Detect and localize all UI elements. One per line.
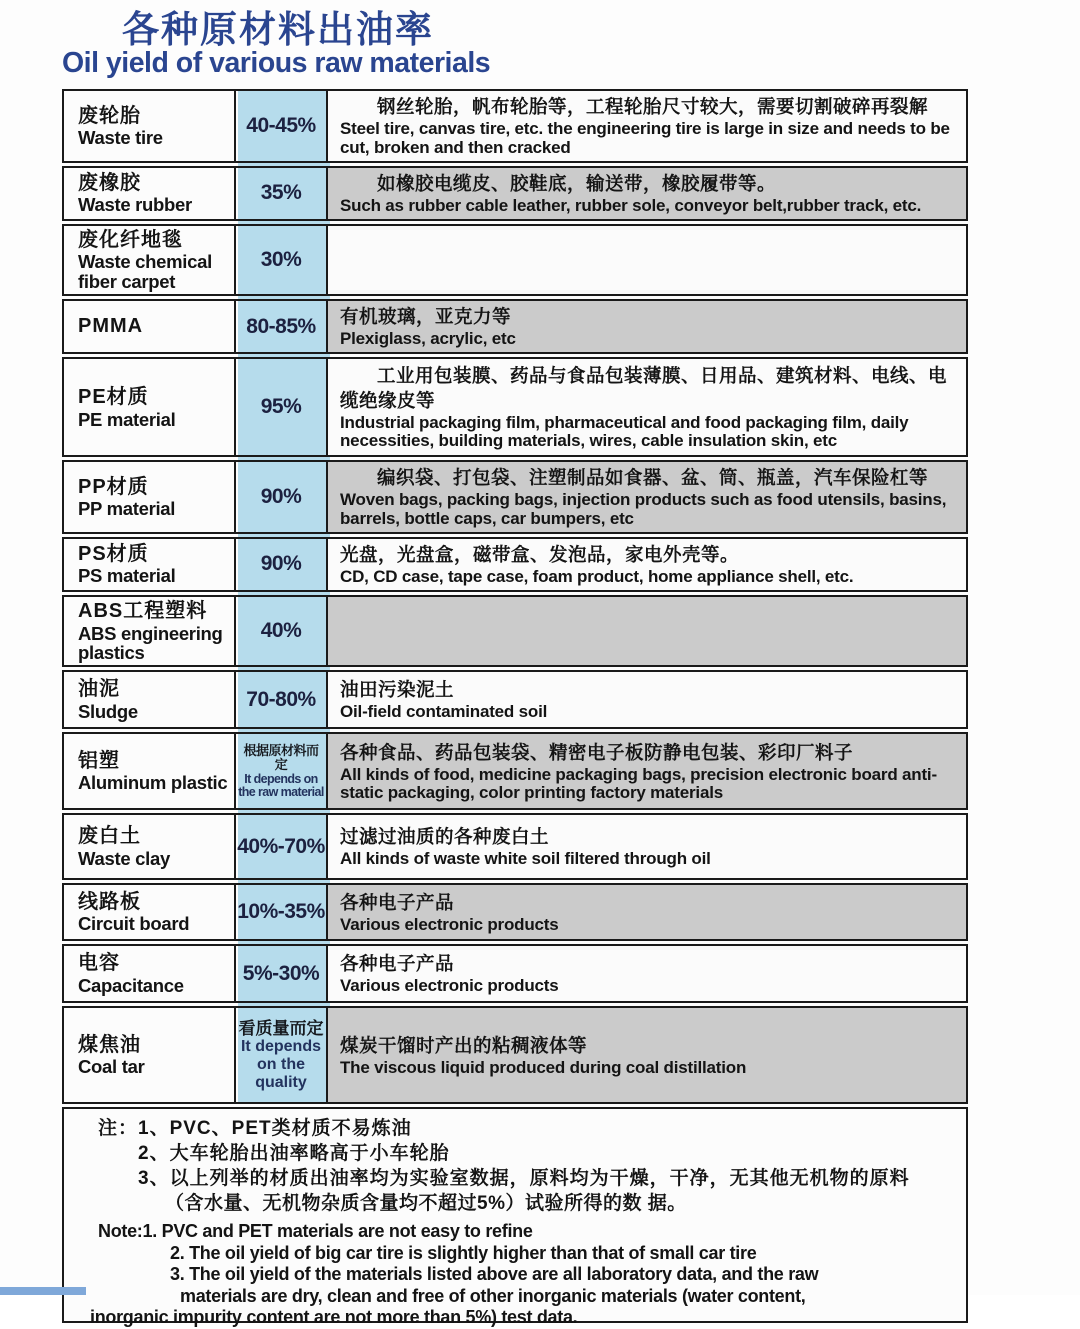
table-row-circuit-board	[62, 883, 968, 941]
yield-value: 95%	[260, 395, 302, 419]
description-cell	[328, 539, 966, 590]
description-en: CD, CD case, tape case, foam product, home appliance shell, etc.	[340, 566, 854, 586]
yield-cell	[236, 359, 328, 455]
material-name-zh: 废化纤地毯	[78, 228, 183, 251]
material-cell	[64, 91, 236, 160]
material-name-en: Waste tire	[78, 127, 163, 149]
description-en: Various electronic products	[340, 914, 559, 934]
description-cell	[328, 301, 966, 352]
material-name-en: Waste rubber	[78, 194, 192, 216]
description-zh: 煤炭干馏时产出的粘稠液体等	[340, 1034, 588, 1056]
material-cell	[64, 946, 236, 1001]
note-zh-line: 3、以上列举的材质出油率均为实验室数据，原料均为干燥，干净，无其他无机物的原料	[138, 1168, 910, 1190]
material-cell	[64, 672, 236, 727]
material-cell	[64, 815, 236, 878]
material-name-en: ABS engineering plastics	[78, 622, 223, 663]
yield-value: 40%-70%	[237, 834, 325, 858]
yield-note-en: It depends on the quality	[240, 1038, 321, 1091]
note-en-line: materials are dry, clean and free of other inorganic materials (water content,	[180, 1285, 806, 1306]
yield-cell	[236, 462, 328, 531]
yield-cell	[236, 539, 328, 590]
material-cell	[64, 885, 236, 939]
description-en: Industrial packaging film, pharmaceutical and food packaging film, daily necessities, building materials, wires, cable insulation skin, etc	[340, 413, 909, 451]
notes-en	[90, 1221, 948, 1329]
yield-cell	[236, 885, 328, 939]
yield-cell	[236, 1008, 328, 1102]
table-row-pe-material	[62, 357, 968, 457]
page-title-zh: 各种原材料出油率	[122, 9, 434, 50]
description-cell	[328, 462, 966, 531]
yield-value: 70-80%	[246, 687, 316, 711]
material-name-en: Waste chemical fiber carpet	[78, 251, 212, 292]
yield-cell	[236, 946, 328, 1001]
yield-value: 90%	[260, 485, 302, 509]
material-name-zh: 油泥	[78, 678, 120, 701]
description-cell	[328, 91, 966, 160]
description-en: Oil-field contaminated soil	[340, 702, 548, 722]
material-name-zh: PS材质	[78, 542, 149, 565]
description-cell	[328, 885, 966, 939]
notes-zh	[98, 1116, 948, 1216]
material-cell	[64, 359, 236, 455]
yield-value: 35%	[260, 181, 302, 205]
material-cell	[64, 597, 236, 665]
material-cell	[64, 168, 236, 219]
material-cell	[64, 462, 236, 531]
table-row-waste-tire	[62, 89, 968, 162]
description-zh: 编织袋、打包袋、注塑制品如食器、盆、筒、瓶盖，汽车保险杠等	[377, 467, 929, 489]
yield-cell	[236, 815, 328, 878]
note-en-line: 2. The oil yield of big car tire is slightly higher than that of small car tire	[170, 1242, 757, 1263]
note-en-line: inorganic impurity content are not more than 5%) test data.	[90, 1307, 578, 1328]
notes-zh-label: 注：	[98, 1118, 139, 1140]
description-zh: 各种食品、药品包装袋、精密电子板防静电包装、彩印厂料子	[340, 741, 854, 763]
notes-zh-lines	[138, 1116, 910, 1216]
table-row-coal-tar	[62, 1006, 968, 1104]
table-row-waste-chemical-fiber-carpet	[62, 224, 968, 296]
description-cell	[328, 597, 966, 665]
material-name-zh: 废白土	[78, 825, 141, 848]
material-name-en: Capacitance	[78, 974, 184, 996]
description-en: Woven bags, packing bags, injection products such as food utensils, basins, barrels, bottle caps, car bumpers, etc	[340, 490, 947, 528]
description-zh: 各种电子产品	[340, 953, 455, 975]
table-row-aluminum-plastic	[62, 732, 968, 810]
note-en-line: 3. The oil yield of the materials listed above are all laboratory data, and the raw	[170, 1264, 819, 1285]
table-row-waste-clay	[62, 813, 968, 880]
description-cell	[328, 168, 966, 219]
material-cell	[64, 226, 236, 294]
page-header	[0, 0, 1080, 80]
table-row-sludge	[62, 670, 968, 729]
table-row-waste-rubber	[62, 166, 968, 221]
material-name-zh: 线路板	[78, 890, 141, 913]
notes-en-label: Note:	[98, 1221, 143, 1242]
description-zh: 如橡胶电缆皮、胶鞋底，输送带，橡胶履带等。	[377, 172, 777, 194]
description-zh: 光盘，光盘盒，磁带盒、发泡品，家电外壳等。	[340, 543, 740, 565]
yield-cell	[236, 597, 328, 665]
description-cell	[328, 815, 966, 878]
description-cell	[328, 672, 966, 727]
description-cell	[328, 226, 966, 294]
yield-note-zh: 看质量而定	[238, 1018, 324, 1038]
yield-cell	[236, 301, 328, 352]
material-name-zh: 煤焦油	[78, 1033, 141, 1056]
material-name-en: Sludge	[78, 700, 138, 722]
material-name-zh: 废橡胶	[78, 171, 141, 194]
material-name-zh: PE材质	[78, 385, 149, 408]
description-cell	[328, 946, 966, 1001]
material-cell	[64, 734, 236, 808]
description-cell	[328, 359, 966, 455]
material-name-en: Circuit board	[78, 913, 190, 935]
description-zh: 各种电子产品	[340, 891, 455, 913]
table-row-capacitance	[62, 944, 968, 1003]
material-name-en: Coal tar	[78, 1056, 145, 1078]
yield-value: 10%-35%	[237, 900, 325, 924]
yield-cell	[236, 168, 328, 219]
material-name-en: PS material	[78, 565, 176, 587]
material-name-en: PE material	[78, 408, 176, 430]
description-en: The viscous liquid produced during coal distillation	[340, 1057, 747, 1077]
material-name-zh: 电容	[78, 952, 120, 975]
yield-cell	[236, 226, 328, 294]
yield-value: 40%	[260, 619, 302, 643]
material-name-zh: PP材质	[78, 475, 149, 498]
material-name-zh: ABS工程塑料	[78, 599, 208, 622]
table-row-pmma	[62, 299, 968, 354]
table-row-pp-material	[62, 460, 968, 533]
material-name-zh: 废轮胎	[78, 104, 141, 127]
description-en: Such as rubber cable leather, rubber sole, conveyor belt,rubber track, etc.	[340, 195, 922, 215]
material-name-en: PP material	[78, 498, 176, 520]
yield-value: 40-45%	[246, 114, 316, 138]
yield-cell	[236, 672, 328, 727]
note-zh-line: 1、PVC、PET类材质不易炼油	[138, 1118, 412, 1140]
yield-note-zh: 根据原材料而定	[243, 742, 319, 773]
description-zh: 钢丝轮胎，帆布轮胎等，工程轮胎尺寸较大，需要切割破碎再裂解	[377, 96, 929, 118]
material-cell	[64, 301, 236, 352]
description-en: All kinds of food, medicine packaging bags, precision electronic board anti-static packaging, color printing factory materials	[340, 764, 937, 802]
yield-value: 5%-30%	[242, 961, 320, 985]
material-cell	[64, 539, 236, 590]
yield-value: 80-85%	[246, 314, 316, 338]
yield-value: 30%	[260, 248, 302, 272]
page-title-en: Oil yield of various raw materials	[62, 47, 491, 80]
description-en: All kinds of waste white soil filtered through oil	[340, 849, 711, 869]
notes-box	[62, 1107, 968, 1328]
note-zh-line: （含水量、无机物杂质含量均不超过5%）试验所得的数 据。	[165, 1193, 687, 1215]
description-zh: 有机玻璃，亚克力等	[340, 306, 512, 328]
material-name-zh: PMMA	[78, 315, 144, 338]
description-zh: 过滤过油质的各种废白土	[340, 826, 550, 848]
description-zh: 油田污染泥土	[340, 679, 455, 701]
description-cell	[328, 1008, 966, 1102]
oil-yield-table	[62, 89, 968, 1104]
yield-value: 90%	[260, 552, 302, 576]
table-row-abs-engineering-plastics	[62, 595, 968, 667]
yield-cell	[236, 734, 328, 808]
note-zh-line: 2、大车轮胎出油率略高于小车轮胎	[138, 1143, 450, 1165]
description-cell	[328, 734, 966, 808]
table-row-ps-material	[62, 537, 968, 592]
yield-cell	[236, 91, 328, 160]
material-name-en: Waste clay	[78, 847, 170, 869]
description-en: Steel tire, canvas tire, etc. the engineering tire is large in size and needs to be cut, broken and then cracked	[340, 119, 950, 157]
note-en-line: Note:1. PVC and PET materials are not easy to refine	[98, 1221, 533, 1242]
description-en: Various electronic products	[340, 976, 559, 996]
bottom-left-accent	[0, 1287, 86, 1295]
description-zh: 工业用包装膜、药品与食品包装薄膜、日用品、建筑材料、电线、电缆绝缘皮等	[340, 365, 948, 412]
material-cell	[64, 1008, 236, 1102]
material-name-zh: 铝塑	[78, 749, 120, 772]
description-en: Plexiglass, acrylic, etc	[340, 329, 516, 349]
material-name-en: Aluminum plastic	[78, 772, 228, 794]
yield-note-en: It depends on the raw material	[238, 771, 324, 799]
